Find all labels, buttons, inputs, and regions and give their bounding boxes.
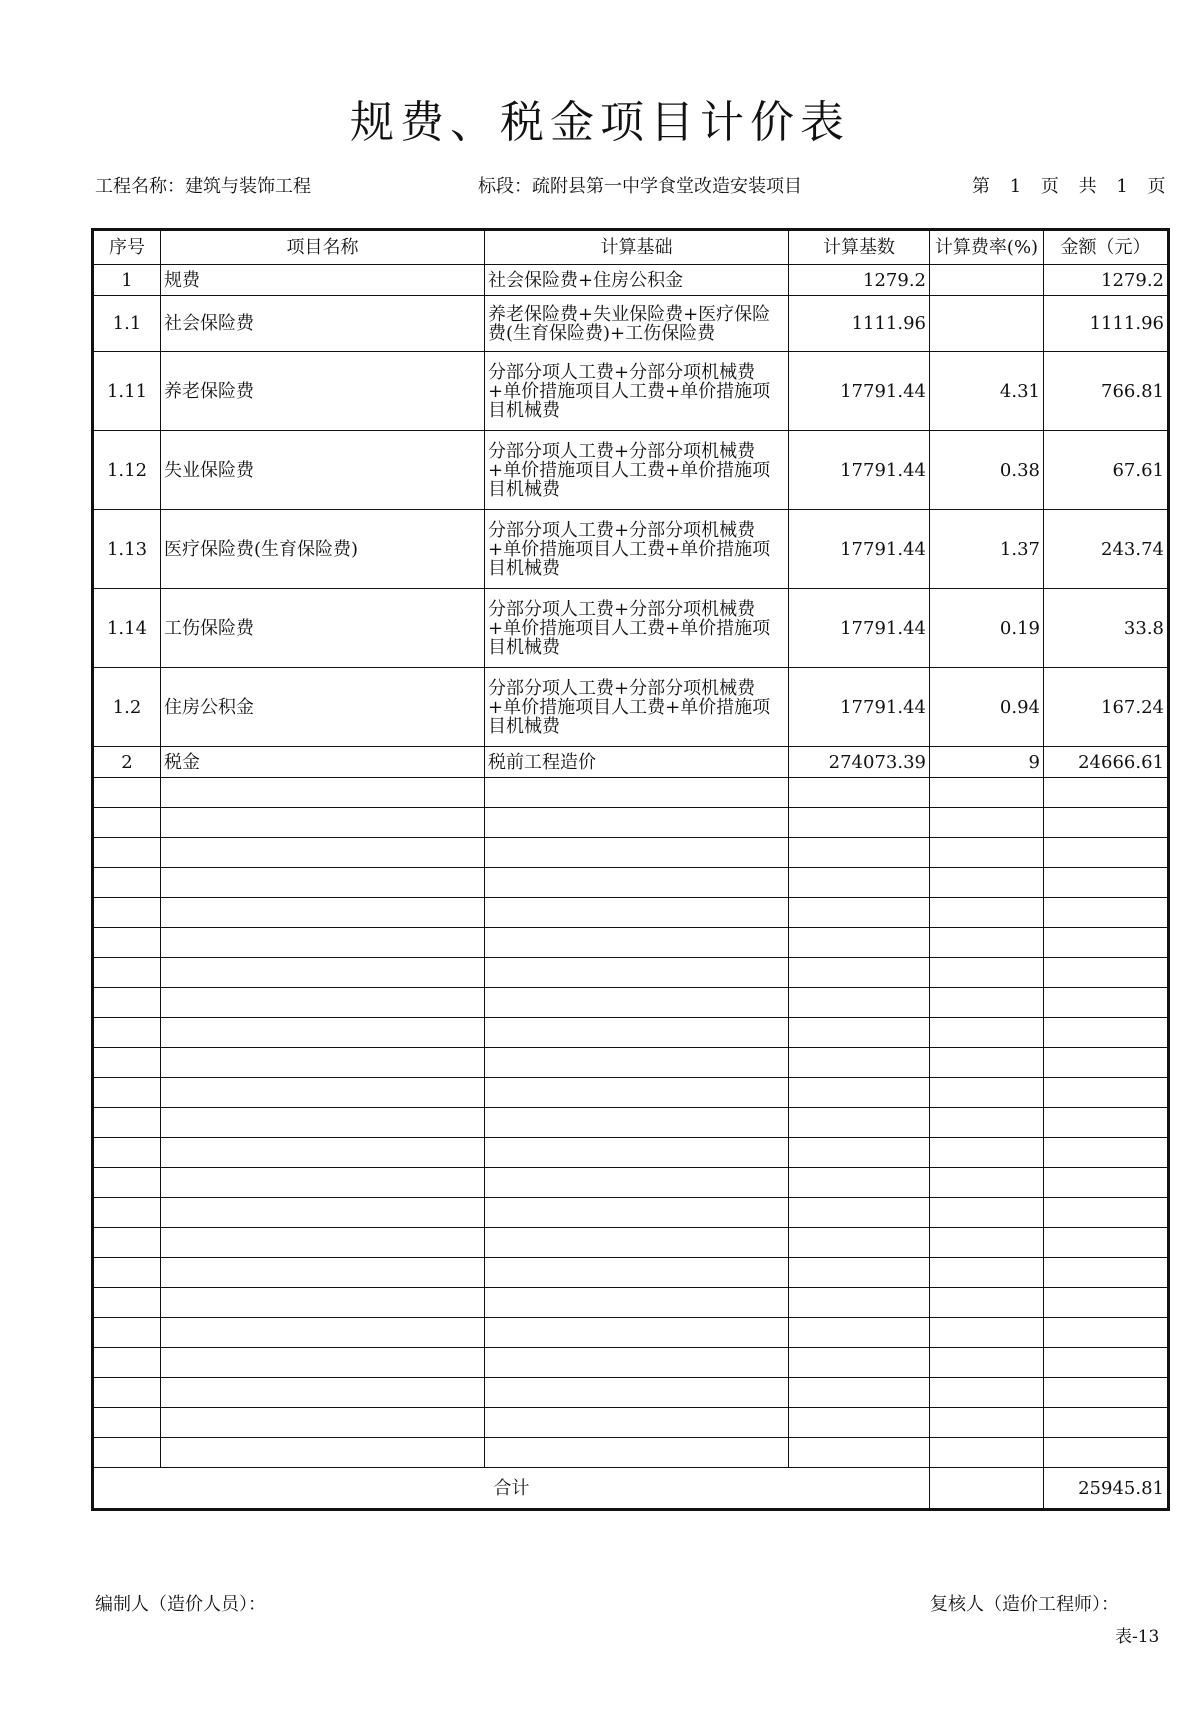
empty-cell <box>789 1318 930 1348</box>
empty-cell <box>789 1258 930 1288</box>
cell-no: 1.11 <box>93 352 161 431</box>
empty-cell <box>93 1408 161 1438</box>
table-row <box>93 668 1169 747</box>
empty-cell <box>930 1438 1044 1468</box>
empty-cell <box>161 868 485 898</box>
empty-cell <box>485 1288 789 1318</box>
empty-cell <box>1044 868 1169 898</box>
empty-cell <box>789 958 930 988</box>
empty-cell <box>789 1408 930 1438</box>
empty-cell <box>161 898 485 928</box>
empty-cell <box>93 1198 161 1228</box>
empty-cell <box>1044 1108 1169 1138</box>
empty-cell <box>1044 988 1169 1018</box>
empty-cell <box>93 1108 161 1138</box>
cell-no: 1.14 <box>93 589 161 668</box>
empty-cell <box>161 958 485 988</box>
empty-row <box>93 958 1169 988</box>
empty-cell <box>485 988 789 1018</box>
empty-cell <box>485 1108 789 1138</box>
cell-rate: 0.38 <box>930 431 1044 510</box>
empty-cell <box>789 1048 930 1078</box>
empty-cell <box>93 1048 161 1078</box>
empty-cell <box>93 1288 161 1318</box>
empty-cell <box>161 1048 485 1078</box>
empty-cell <box>789 928 930 958</box>
empty-cell <box>789 1348 930 1378</box>
empty-cell <box>161 1018 485 1048</box>
cell-amount: 24666.61 <box>1044 747 1169 778</box>
empty-cell <box>161 838 485 868</box>
empty-cell <box>1044 1378 1169 1408</box>
empty-cell <box>93 778 161 808</box>
col-header-name: 项目名称 <box>161 230 485 265</box>
empty-cell <box>1044 1138 1169 1168</box>
empty-row <box>93 1108 1169 1138</box>
empty-cell <box>93 958 161 988</box>
cell-base: 17791.44 <box>789 352 930 431</box>
col-header-rate: 计算费率(%) <box>930 230 1044 265</box>
empty-cell <box>1044 898 1169 928</box>
empty-cell <box>161 1288 485 1318</box>
cell-basis: 分部分项人工费+分部分项机械费+单价措施项目人工费+单价措施项目机械费 <box>485 510 789 589</box>
cell-rate: 0.94 <box>930 668 1044 747</box>
empty-cell <box>485 1258 789 1288</box>
empty-cell <box>485 1018 789 1048</box>
empty-cell <box>930 1138 1044 1168</box>
cell-base: 17791.44 <box>789 510 930 589</box>
empty-cell <box>930 808 1044 838</box>
empty-cell <box>1044 808 1169 838</box>
empty-cell <box>161 1378 485 1408</box>
empty-cell <box>789 808 930 838</box>
cell-amount: 33.8 <box>1044 589 1169 668</box>
empty-cell <box>789 898 930 928</box>
empty-cell <box>1044 1258 1169 1288</box>
empty-cell <box>161 1228 485 1258</box>
empty-cell <box>485 1078 789 1108</box>
total-amount: 25945.81 <box>1044 1468 1169 1510</box>
project-name: 工程名称：建筑与装饰工程 <box>95 176 311 197</box>
cell-basis: 养老保险费+失业保险费+医疗保险费(生育保险费)+工伤保险费 <box>485 296 789 352</box>
table-row <box>93 352 1169 431</box>
empty-cell <box>485 868 789 898</box>
empty-row <box>93 1198 1169 1228</box>
empty-cell <box>930 1408 1044 1438</box>
empty-cell <box>93 1078 161 1108</box>
cell-rate: 1.37 <box>930 510 1044 589</box>
empty-cell <box>161 1348 485 1378</box>
cell-amount: 243.74 <box>1044 510 1169 589</box>
empty-cell <box>930 1078 1044 1108</box>
empty-cell <box>161 1078 485 1108</box>
empty-row <box>93 1408 1169 1438</box>
empty-cell <box>1044 1018 1169 1048</box>
empty-cell <box>789 988 930 1018</box>
empty-cell <box>485 778 789 808</box>
cell-rate: 9 <box>930 747 1044 778</box>
empty-cell <box>930 1288 1044 1318</box>
cell-name: 住房公积金 <box>161 668 485 747</box>
empty-cell <box>1044 1288 1169 1318</box>
empty-cell <box>93 928 161 958</box>
empty-row <box>93 988 1169 1018</box>
empty-cell <box>1044 1168 1169 1198</box>
empty-cell <box>930 868 1044 898</box>
cell-basis: 分部分项人工费+分部分项机械费+单价措施项目人工费+单价措施项目机械费 <box>485 589 789 668</box>
empty-cell <box>930 1018 1044 1048</box>
page-title: 规费、税金项目计价表 <box>350 97 850 148</box>
empty-cell <box>1044 1198 1169 1228</box>
empty-cell <box>789 1018 930 1048</box>
cell-amount: 167.24 <box>1044 668 1169 747</box>
empty-row <box>93 1078 1169 1108</box>
empty-cell <box>161 1168 485 1198</box>
empty-cell <box>485 1408 789 1438</box>
empty-cell <box>930 1258 1044 1288</box>
empty-cell <box>161 1198 485 1228</box>
empty-row <box>93 778 1169 808</box>
cell-rate <box>930 296 1044 352</box>
empty-cell <box>1044 1348 1169 1378</box>
empty-cell <box>789 1378 930 1408</box>
empty-cell <box>930 1168 1044 1198</box>
empty-cell <box>93 1378 161 1408</box>
empty-cell <box>161 1108 485 1138</box>
empty-cell <box>930 838 1044 868</box>
empty-cell <box>789 778 930 808</box>
empty-cell <box>930 898 1044 928</box>
empty-cell <box>1044 1438 1169 1468</box>
empty-cell <box>93 808 161 838</box>
cell-amount: 67.61 <box>1044 431 1169 510</box>
cell-name: 养老保险费 <box>161 352 485 431</box>
reviewer-signature: 复核人（造价工程师）： <box>930 1594 1119 1615</box>
empty-cell <box>1044 1048 1169 1078</box>
fee-table <box>91 228 1170 1511</box>
empty-cell <box>930 1048 1044 1078</box>
empty-row <box>93 928 1169 958</box>
empty-row <box>93 898 1169 928</box>
cell-name: 社会保险费 <box>161 296 485 352</box>
empty-cell <box>1044 958 1169 988</box>
empty-cell <box>789 1198 930 1228</box>
cell-rate: 4.31 <box>930 352 1044 431</box>
table-row <box>93 747 1169 778</box>
total-label: 合计 <box>93 1468 930 1510</box>
empty-cell <box>93 1258 161 1288</box>
empty-cell <box>930 1108 1044 1138</box>
empty-cell <box>1044 778 1169 808</box>
empty-cell <box>161 1138 485 1168</box>
empty-cell <box>1044 838 1169 868</box>
cell-no: 1.12 <box>93 431 161 510</box>
empty-cell <box>161 778 485 808</box>
empty-cell <box>789 1438 930 1468</box>
cell-no: 2 <box>93 747 161 778</box>
empty-cell <box>485 928 789 958</box>
empty-cell <box>485 898 789 928</box>
empty-cell <box>485 1378 789 1408</box>
empty-cell <box>161 1408 485 1438</box>
empty-row <box>93 1048 1169 1078</box>
empty-cell <box>93 988 161 1018</box>
cell-base: 1111.96 <box>789 296 930 352</box>
cell-name: 工伤保险费 <box>161 589 485 668</box>
empty-row <box>93 1288 1169 1318</box>
empty-cell <box>789 1138 930 1168</box>
empty-cell <box>930 928 1044 958</box>
cell-no: 1.13 <box>93 510 161 589</box>
empty-cell <box>93 838 161 868</box>
table-row <box>93 589 1169 668</box>
empty-cell <box>930 778 1044 808</box>
empty-cell <box>485 1048 789 1078</box>
col-header-amount: 金额（元） <box>1044 230 1169 265</box>
empty-cell <box>1044 1408 1169 1438</box>
empty-cell <box>789 1228 930 1258</box>
cell-base: 17791.44 <box>789 431 930 510</box>
empty-cell <box>930 1348 1044 1378</box>
empty-cell <box>485 1138 789 1168</box>
empty-cell <box>93 1138 161 1168</box>
col-header-no: 序号 <box>93 230 161 265</box>
total-empty-cell <box>930 1468 1044 1510</box>
empty-cell <box>485 1228 789 1258</box>
empty-cell <box>93 1438 161 1468</box>
cell-no: 1 <box>93 265 161 296</box>
empty-cell <box>789 1288 930 1318</box>
cell-base: 17791.44 <box>789 589 930 668</box>
empty-cell <box>789 838 930 868</box>
cell-amount: 1111.96 <box>1044 296 1169 352</box>
empty-row <box>93 808 1169 838</box>
empty-cell <box>485 1168 789 1198</box>
cell-name: 规费 <box>161 265 485 296</box>
cell-name: 医疗保险费(生育保险费) <box>161 510 485 589</box>
empty-cell <box>789 1168 930 1198</box>
cell-basis: 社会保险费+住房公积金 <box>485 265 789 296</box>
preparer-signature: 编制人（造价人员）： <box>95 1594 266 1615</box>
cell-basis: 税前工程造价 <box>485 747 789 778</box>
empty-cell <box>930 958 1044 988</box>
empty-cell <box>485 1438 789 1468</box>
empty-cell <box>93 868 161 898</box>
empty-cell <box>161 1438 485 1468</box>
empty-cell <box>93 1018 161 1048</box>
empty-cell <box>161 1318 485 1348</box>
empty-row <box>93 868 1169 898</box>
empty-cell <box>485 808 789 838</box>
cell-rate <box>930 265 1044 296</box>
empty-row <box>93 1168 1169 1198</box>
col-header-base: 计算基数 <box>789 230 930 265</box>
empty-row <box>93 1138 1169 1168</box>
empty-cell <box>485 838 789 868</box>
empty-cell <box>1044 1228 1169 1258</box>
total-row <box>93 1468 1169 1510</box>
empty-cell <box>93 1348 161 1378</box>
empty-cell <box>1044 1078 1169 1108</box>
cell-no: 1.2 <box>93 668 161 747</box>
empty-row <box>93 1318 1169 1348</box>
cell-no: 1.1 <box>93 296 161 352</box>
cell-base: 1279.2 <box>789 265 930 296</box>
table-body <box>93 265 1169 1468</box>
cell-name: 税金 <box>161 747 485 778</box>
empty-cell <box>93 898 161 928</box>
empty-cell <box>930 1318 1044 1348</box>
empty-cell <box>485 1318 789 1348</box>
page-info: 第 1 页 共 1 页 <box>972 176 1166 197</box>
empty-cell <box>1044 928 1169 958</box>
empty-cell <box>485 1348 789 1378</box>
form-number: 表-13 <box>1115 1627 1160 1647</box>
cell-rate: 0.19 <box>930 589 1044 668</box>
cell-basis: 分部分项人工费+分部分项机械费+单价措施项目人工费+单价措施项目机械费 <box>485 352 789 431</box>
section-name: 标段：疏附县第一中学食堂改造安装项目 <box>478 176 802 197</box>
empty-cell <box>161 1258 485 1288</box>
empty-row <box>93 1378 1169 1408</box>
table-row <box>93 265 1169 296</box>
empty-cell <box>930 1198 1044 1228</box>
col-header-basis: 计算基础 <box>485 230 789 265</box>
empty-cell <box>93 1228 161 1258</box>
empty-row <box>93 1228 1169 1258</box>
empty-cell <box>161 988 485 1018</box>
cell-base: 274073.39 <box>789 747 930 778</box>
cell-amount: 766.81 <box>1044 352 1169 431</box>
empty-cell <box>1044 1318 1169 1348</box>
empty-cell <box>485 1198 789 1228</box>
empty-row <box>93 838 1169 868</box>
empty-cell <box>789 868 930 898</box>
empty-row <box>93 1018 1169 1048</box>
table-row <box>93 431 1169 510</box>
table-header-row <box>93 230 1169 265</box>
empty-cell <box>930 988 1044 1018</box>
empty-cell <box>789 1108 930 1138</box>
empty-cell <box>161 808 485 838</box>
cell-name: 失业保险费 <box>161 431 485 510</box>
cell-base: 17791.44 <box>789 668 930 747</box>
empty-cell <box>930 1228 1044 1258</box>
empty-cell <box>93 1168 161 1198</box>
cell-basis: 分部分项人工费+分部分项机械费+单价措施项目人工费+单价措施项目机械费 <box>485 668 789 747</box>
empty-cell <box>485 958 789 988</box>
empty-cell <box>789 1078 930 1108</box>
cell-basis: 分部分项人工费+分部分项机械费+单价措施项目人工费+单价措施项目机械费 <box>485 431 789 510</box>
empty-row <box>93 1438 1169 1468</box>
table-row <box>93 296 1169 352</box>
empty-cell <box>93 1318 161 1348</box>
empty-row <box>93 1258 1169 1288</box>
table-row <box>93 510 1169 589</box>
empty-cell <box>930 1378 1044 1408</box>
cell-amount: 1279.2 <box>1044 265 1169 296</box>
empty-cell <box>161 928 485 958</box>
empty-row <box>93 1348 1169 1378</box>
